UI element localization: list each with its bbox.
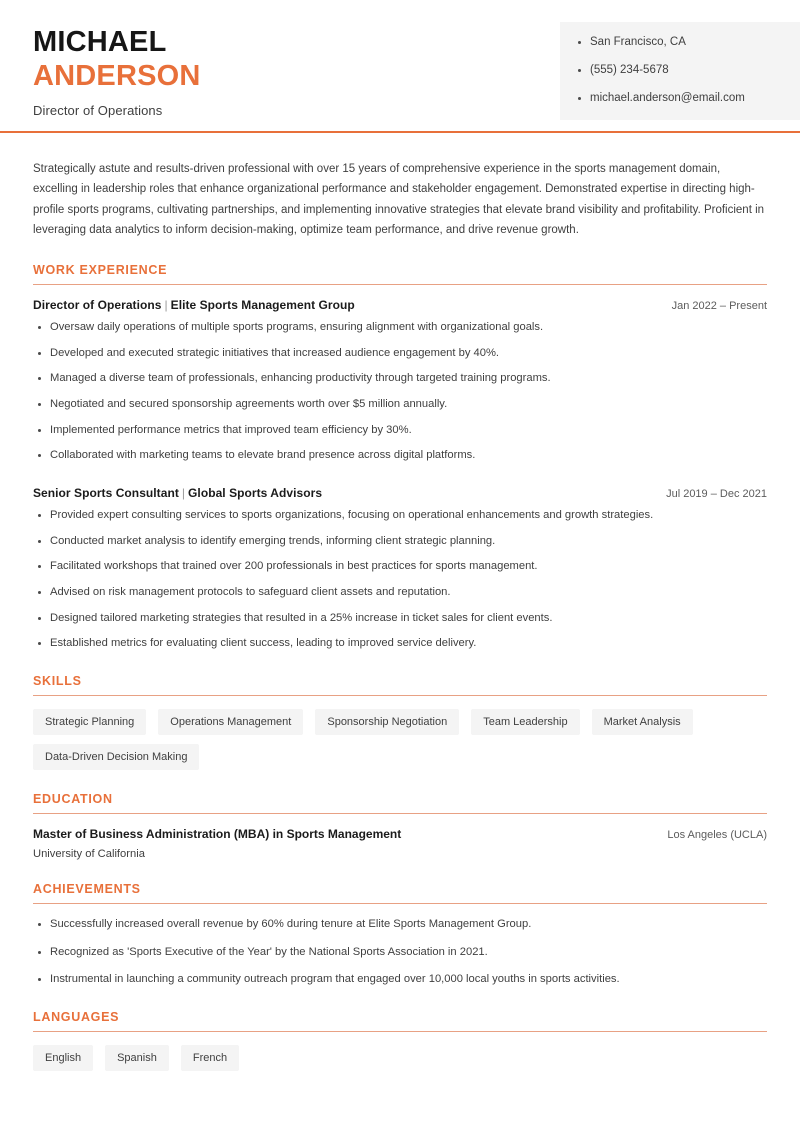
experience-role: Senior Sports Consultant [33, 485, 179, 500]
skill-chip: Team Leadership [471, 709, 579, 735]
list-item: Recognized as 'Sports Executive of the Year' by the National Sports Association in 2021. [33, 945, 767, 961]
section-achievements [33, 882, 767, 988]
experience-entry-head [33, 486, 767, 500]
section-title-skills: SKILLS [33, 673, 82, 688]
list-item: Negotiated and secured sponsorship agreements worth over $5 million annually. [33, 397, 767, 413]
section-divider [33, 813, 767, 814]
list-item: Managed a diverse team of professionals, enhancing productivity through targeted training programs. [33, 371, 767, 387]
experience-company: Global Sports Advisors [188, 485, 323, 500]
list-item: Instrumental in launching a community outreach program that engaged over 10,000 local youths in sports activities. [33, 972, 767, 988]
experience-date: Jan 2022 – Present [671, 299, 767, 312]
language-chip: French [181, 1045, 239, 1071]
skill-chip: Operations Management [158, 709, 303, 735]
header-divider [0, 131, 800, 133]
title-separator: | [164, 297, 168, 312]
title-separator: | [181, 485, 186, 500]
section-divider [33, 903, 767, 904]
header-identity [0, 0, 201, 118]
section-work-experience [33, 263, 767, 652]
list-item: Advised on risk management protocols to safeguard client assets and reputation. [33, 585, 767, 601]
experience-bullets [33, 320, 767, 464]
experience-entry-head [33, 298, 767, 312]
language-chip: Spanish [105, 1045, 169, 1071]
list-item: Collaborated with marketing teams to elevate brand presence across digital platforms. [33, 448, 767, 464]
last-name: ANDERSON [33, 59, 201, 92]
experience-company: Elite Sports Management Group [170, 297, 355, 312]
achievements-bullets [33, 917, 767, 988]
experience-title-line [33, 298, 355, 312]
section-divider [33, 284, 767, 285]
list-item: Established metrics for evaluating client success, leading to improved service delivery. [33, 636, 767, 652]
list-item: Conducted market analysis to identify emerging trends, informing client strategic planning. [33, 534, 767, 550]
skill-chip: Strategic Planning [33, 709, 146, 735]
contact-email[interactable]: michael.anderson@email.com [578, 91, 784, 106]
education-location: Los Angeles (UCLA) [667, 829, 767, 842]
skill-chip: Sponsorship Negotiation [315, 709, 459, 735]
list-item: Provided expert consulting services to sports organizations, focusing on operational enhancements and growth strategies. [33, 508, 767, 524]
education-degree: Master of Business Administration (MBA) in Sports Management [33, 827, 402, 842]
section-divider [33, 695, 767, 696]
education-entry [33, 827, 767, 860]
list-item: Oversaw daily operations of multiple sports programs, ensuring alignment with organizational goals. [33, 320, 767, 336]
section-title-education: EDUCATION [33, 792, 113, 807]
experience-title-line [33, 486, 322, 500]
experience-entry [33, 298, 767, 464]
language-chip: English [33, 1045, 93, 1071]
contact-list [578, 35, 784, 106]
resume-header [0, 0, 800, 133]
education-school: University of California [33, 848, 145, 861]
resume-body [0, 159, 800, 1071]
education-entry-head [33, 827, 767, 841]
experience-role: Director of Operations [33, 297, 162, 312]
skill-chip: Market Analysis [592, 709, 693, 735]
section-title-achievements: ACHIEVEMENTS [33, 882, 141, 897]
skill-chip: Data-Driven Decision Making [33, 744, 199, 770]
experience-entry [33, 486, 767, 652]
header-job-title: Director of Operations [33, 102, 163, 118]
contact-phone[interactable]: (555) 234-5678 [578, 63, 784, 78]
list-item: Successfully increased overall revenue by 60% during tenure at Elite Sports Management Group. [33, 917, 767, 933]
experience-date: Jul 2019 – Dec 2021 [666, 487, 767, 500]
list-item: Designed tailored marketing strategies that resulted in a 25% increase in ticket sales for client events. [33, 611, 767, 627]
section-education [33, 792, 767, 860]
list-item: Implemented performance metrics that improved team efficiency by 30%. [33, 423, 767, 439]
list-item: Developed and executed strategic initiatives that increased audience engagement by 40%. [33, 346, 767, 362]
section-languages [33, 1010, 767, 1071]
professional-summary: Strategically astute and results-driven professional with over 15 years of comprehensive experience in the sports management domain, excelling in leadership roles that enhance organizational performance and stakeholder engagement. Demonstrated expertise in directing high-profile sports programs, cultivating partnerships, and implementing innovative strategies that elevate brand visibility and profitability. Proficient in leveraging data analytics to inform decision-making, optimize team performance, and drive revenue growth. [33, 163, 765, 237]
list-item: Facilitated workshops that trained over 200 professionals in best practices for sports management. [33, 559, 767, 575]
section-skills [33, 674, 767, 770]
experience-bullets [33, 508, 767, 652]
contact-box [560, 22, 800, 120]
section-divider [33, 1031, 767, 1032]
section-title-work-experience: WORK EXPERIENCE [33, 262, 168, 277]
first-name: MICHAEL [33, 26, 167, 58]
skills-chip-list [33, 709, 767, 770]
contact-location: San Francisco, CA [578, 35, 784, 50]
languages-chip-list [33, 1045, 767, 1071]
section-title-languages: LANGUAGES [33, 1010, 120, 1025]
